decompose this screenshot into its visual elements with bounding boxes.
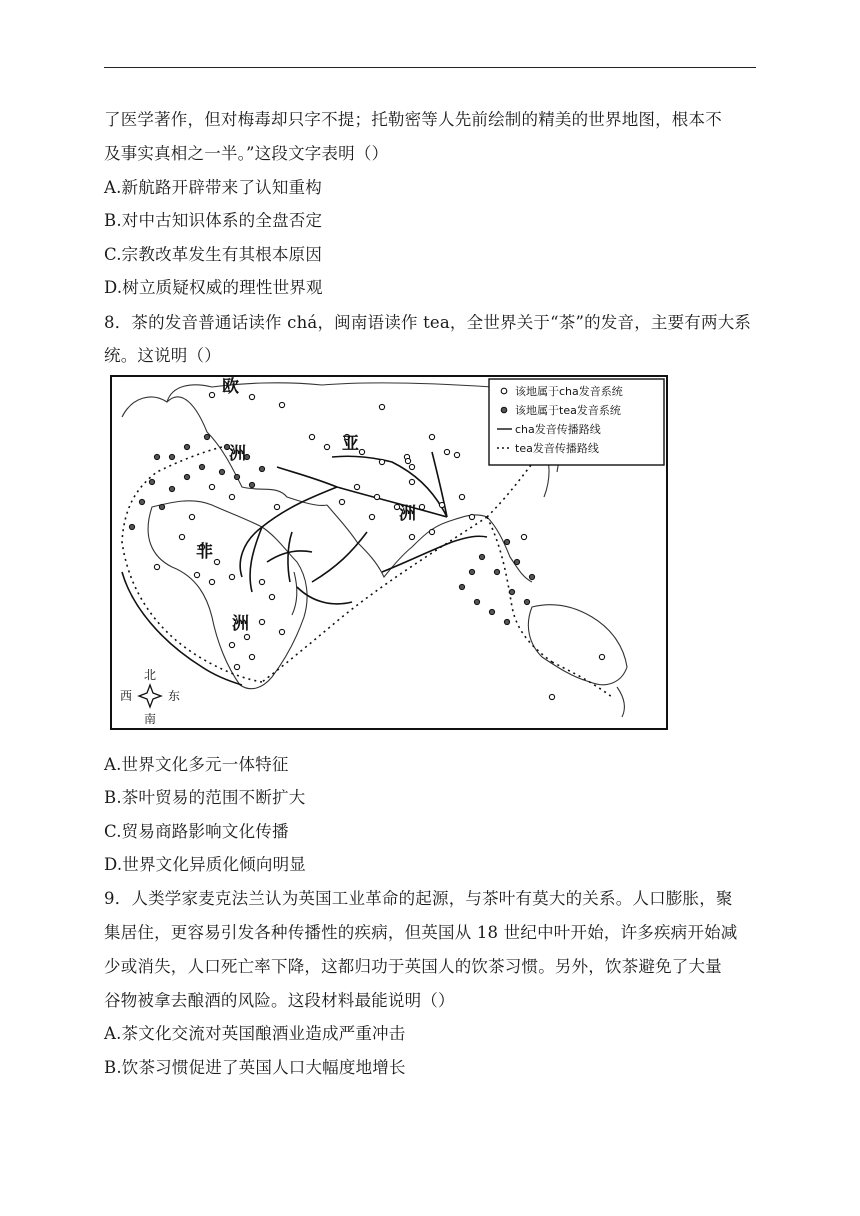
label-europe-2: 洲 [229, 444, 246, 464]
option-a: A.新航路开辟带来了认知重构 [104, 178, 322, 197]
option-a: A.世界文化多元一体特征 [104, 755, 289, 774]
text-line: 了医学著作，但对梅毒却只字不提；托勒密等人先前绘制的精美的世界地图，根本不 [104, 110, 722, 129]
legend-cha-route: cha发音传播路线 [515, 423, 601, 436]
compass-west: 西 [120, 689, 133, 703]
option-d: D.世界文化异质化倾向明显 [104, 855, 306, 874]
question-9-cont: 少或消失，人口死亡率下降，这都归功于英国人的饮茶习惯。另外，饮茶避免了大量 [104, 957, 722, 976]
option-b: B.茶叶贸易的范围不断扩大 [104, 788, 306, 807]
question-9-cont: 集居住，更容易引发各种传播性的疾病，但英国从 18 世纪中叶开始，许多疾病开始减 [104, 923, 738, 942]
option-c: C.宗教改革发生有其根本原因 [104, 245, 323, 264]
label-asia: 亚 [342, 434, 359, 454]
option-d: D.树立质疑权威的理性世界观 [104, 278, 323, 297]
legend-tea-dot: 该地属于tea发音系统 [515, 404, 621, 417]
question-8: 8．茶的发音普通话读作 chá，闽南语读作 tea，全世界关于“茶”的发音，主要有两大系 [104, 313, 752, 332]
header-rule [104, 67, 756, 68]
text-line: 及事实真相之一半。”这段文字表明（） [104, 144, 389, 163]
legend-tea-route: tea发音传播路线 [515, 442, 599, 455]
question-9: 9．人类学家麦克法兰认为英国工业革命的起源，与茶叶有莫大的关系。人口膨胀，聚 [104, 889, 733, 908]
compass-icon [139, 685, 161, 707]
label-asia-2: 洲 [399, 504, 416, 524]
label-europe: 欧 [222, 377, 239, 397]
compass-east: 东 [168, 689, 181, 703]
option-b: B.饮茶习惯促进了英国人口大幅度地增长 [104, 1058, 406, 1077]
compass-south: 南 [144, 712, 157, 726]
tea-pronunciation-map [110, 375, 668, 730]
option-a: A.茶文化交流对英国酿酒业造成严重冲击 [104, 1024, 406, 1043]
legend-cha-dot: 该地属于cha发音系统 [515, 385, 623, 398]
question-9-cont: 谷物被拿去酿酒的风险。这段材料最能说明（） [104, 991, 455, 1010]
label-africa-2: 洲 [232, 614, 249, 634]
compass-north: 北 [144, 668, 157, 682]
option-c: C.贸易商路影响文化传播 [104, 822, 289, 841]
label-africa: 非 [196, 542, 213, 562]
question-8-cont: 统。这说明（） [104, 346, 221, 365]
option-b: B.对中古知识体系的全盘否定 [104, 211, 323, 230]
